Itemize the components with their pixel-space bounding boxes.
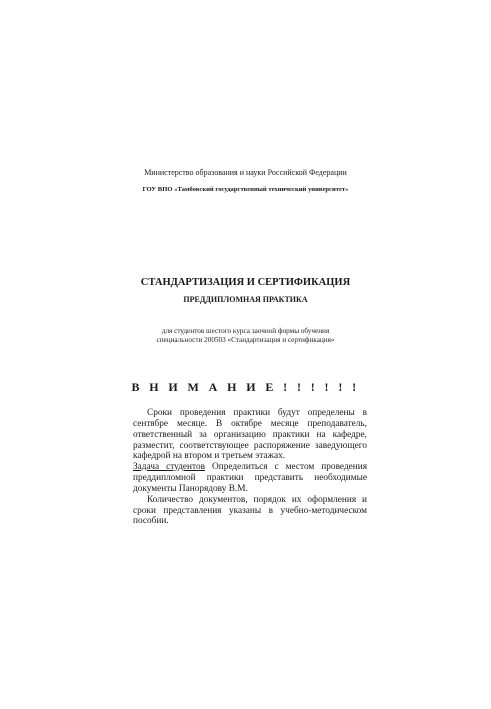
notice-paragraph-task (133, 462, 367, 495)
task-text: Определиться с местом проведения преддипломной практики представить необходимые документы Панорядову В.М. (133, 462, 367, 494)
document-subtitle: ПРЕДДИПЛОМНАЯ ПРАКТИКА (183, 295, 308, 304)
audience-line: для студентов шестого курса заочной формы обучения (161, 327, 330, 335)
university-heading: ГОУ ВПО «Тамбовский государственный технический университет» (142, 186, 349, 193)
attention-heading: В Н И М А Н И Е ! ! ! ! ! ! (131, 380, 360, 394)
specialty-line: специальности 200503 «Стандартизация и сертификация» (156, 336, 335, 344)
notice-body (133, 408, 367, 527)
document-title: СТАНДАРТИЗАЦИЯ И СЕРТИФИКАЦИЯ (140, 277, 351, 288)
task-label: Задача студентов (133, 462, 206, 473)
notice-paragraph-documents: Количество документов, порядок их оформления и сроки представления указаны в учебно-методическом пособии. (133, 494, 367, 527)
ministry-heading: Министерство образования и науки Российской Федерации (144, 168, 347, 177)
notice-paragraph-schedule: Сроки проведения практики будут определены в сентябре месяце. В октябре месяце преподаватель, ответственный за организацию практики на кафедре, разместит, соответствующее распоряжение заведующего кафедрой на втором и третьем этажах. (133, 408, 367, 462)
